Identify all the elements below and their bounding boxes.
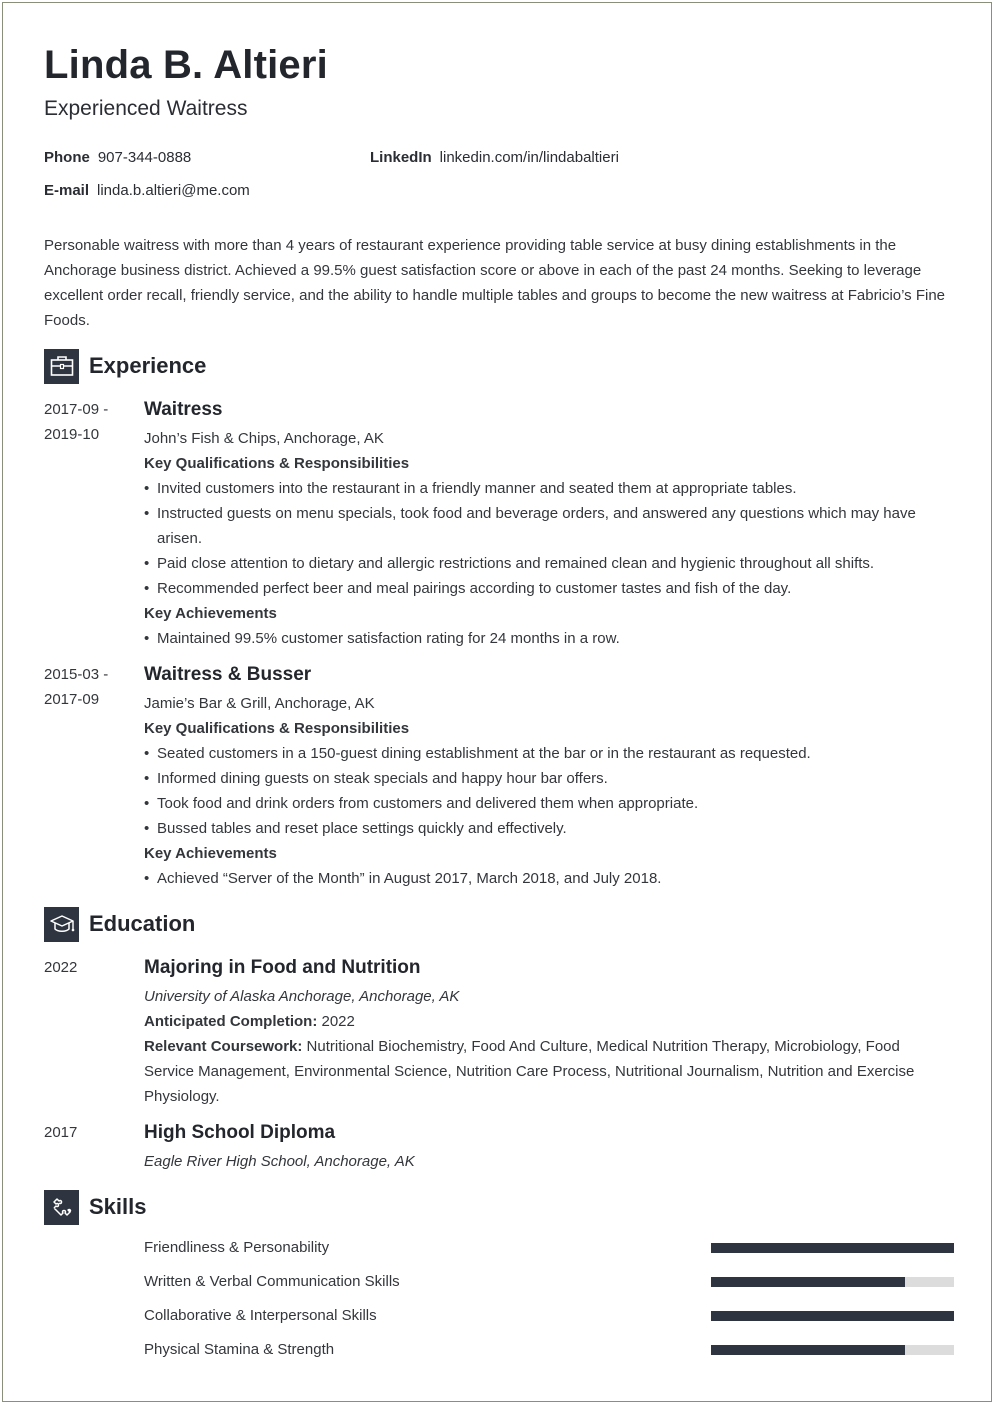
education-date: 2022	[44, 959, 78, 976]
skills-heading: Skills	[89, 1194, 147, 1219]
phone-label: Phone	[44, 149, 90, 166]
job-employer: John’s Fish & Chips, Anchorage, AK	[144, 430, 384, 447]
school-name: Eagle River High School, Anchorage, AK	[144, 1153, 415, 1170]
degree-title: Majoring in Food and Nutrition	[144, 957, 421, 978]
skill-level-fill	[711, 1345, 905, 1355]
education-section-header	[44, 906, 195, 942]
job-date	[44, 662, 134, 712]
email-value[interactable]: linda.b.altieri@me.com	[97, 182, 250, 199]
briefcase-icon	[44, 349, 79, 384]
coursework-value: Nutritional Biochemistry, Food And Culture, Medical Nutrition Therapy, Microbiology, Food Service Management, Environmental Science, Nutrition Care Process, Nutritional Journalism, Nutrition and Exercise Physiology.	[144, 1038, 915, 1105]
resume-page	[2, 2, 992, 1402]
duties-list	[144, 476, 934, 601]
contact-phone	[44, 149, 191, 166]
skill-label: Physical Stamina & Strength	[144, 1341, 335, 1358]
graduation-cap-icon	[44, 907, 79, 942]
job-date-start: 2015-03 -	[44, 666, 109, 683]
job-date-start: 2017-09 -	[44, 401, 109, 418]
achievements-list	[144, 626, 934, 651]
skill-label: Collaborative & Interpersonal Skills	[144, 1307, 377, 1324]
list-item: • Maintained 99.5% customer satisfaction rating for 24 months in a row.	[144, 626, 934, 651]
job-date-end: 2019-10	[44, 426, 100, 443]
job-entry	[144, 397, 934, 651]
contact-email	[44, 182, 250, 199]
list-item: • Informed dining guests on steak specials and happy hour bar offers.	[144, 766, 934, 791]
achievements-list	[144, 866, 934, 891]
skill-level-fill	[711, 1311, 954, 1321]
list-item: • Invited customers into the restaurant in a friendly manner and seated them at appropriate tables.	[144, 476, 934, 501]
skill-bar	[711, 1311, 954, 1321]
education-heading: Education	[89, 911, 196, 936]
job-date-end: 2017-09	[44, 691, 100, 708]
school-name: University of Alaska Anchorage, Anchorage, AK	[144, 988, 460, 1005]
list-item: • Paid close attention to dietary and allergic restrictions and remained clean and hygienic throughout all shifts.	[144, 551, 934, 576]
skill-bar	[711, 1277, 954, 1287]
list-item: • Achieved “Server of the Month” in August 2017, March 2018, and July 2018.	[144, 866, 934, 891]
experience-section-header	[44, 348, 206, 384]
skill-bar	[711, 1345, 954, 1355]
phone-value: 907-344-0888	[97, 149, 192, 166]
candidate-name: Linda B. Altieri	[44, 43, 328, 87]
job-employer: Jamie’s Bar & Grill, Anchorage, AK	[144, 695, 375, 712]
profile-summary: Personable waitress with more than 4 years of restaurant experience providing table service at busy dining establishments in the Anchorage business district. Achieved a 99.5% guest satisfaction score or above in each of the past 24 months. Seeking to leverage excellent order recall, friendly service, and the ability to handle multiple tables and groups to become the new waitress at Fabricio’s Fine Foods.	[44, 237, 946, 329]
degree-title: High School Diploma	[144, 1122, 336, 1143]
coursework-line	[144, 1034, 934, 1109]
qualifications-heading: Key Qualifications & Responsibilities	[144, 720, 410, 737]
duties-list	[144, 741, 934, 841]
achievements-heading: Key Achievements	[144, 845, 277, 862]
job-date	[44, 397, 134, 447]
completion-label: Anticipated Completion:	[144, 1013, 318, 1030]
skill-level-fill	[711, 1243, 954, 1253]
puzzle-piece-icon	[44, 1190, 79, 1225]
experience-heading: Experience	[89, 353, 207, 378]
education-entry	[144, 1120, 934, 1174]
skill-bar	[711, 1243, 954, 1253]
list-item: • Recommended perfect beer and meal pairings according to customer tastes and fish of the day.	[144, 576, 934, 601]
qualifications-heading: Key Qualifications & Responsibilities	[144, 455, 410, 472]
coursework-label: Relevant Coursework:	[144, 1038, 303, 1055]
achievements-heading: Key Achievements	[144, 605, 277, 622]
education-date: 2017	[44, 1124, 78, 1141]
list-item: • Seated customers in a 150-guest dining establishment at the bar or in the restaurant as requested.	[144, 741, 934, 766]
list-item: • Instructed guests on menu specials, took food and beverage orders, and answered any questions which may have arisen.	[144, 501, 934, 551]
candidate-title: Experienced Waitress	[44, 97, 248, 120]
email-label: E-mail	[44, 182, 90, 199]
skill-level-fill	[711, 1277, 905, 1287]
skills-section-header	[44, 1189, 146, 1225]
linkedin-value[interactable]: linkedin.com/in/lindabaltieri	[439, 149, 619, 166]
job-role: Waitress	[144, 399, 223, 420]
completion-line	[144, 1009, 934, 1034]
linkedin-label: LinkedIn	[370, 149, 432, 166]
skill-label: Written & Verbal Communication Skills	[144, 1273, 400, 1290]
completion-value: 2022	[317, 1013, 355, 1030]
list-item: • Took food and drink orders from customers and delivered them when appropriate.	[144, 791, 934, 816]
list-item: • Bussed tables and reset place settings quickly and effectively.	[144, 816, 934, 841]
job-role: Waitress & Busser	[144, 664, 312, 685]
contact-linkedin	[370, 149, 619, 166]
skill-label: Friendliness & Personability	[144, 1239, 330, 1256]
education-entry	[144, 955, 934, 1109]
job-entry	[144, 662, 934, 891]
